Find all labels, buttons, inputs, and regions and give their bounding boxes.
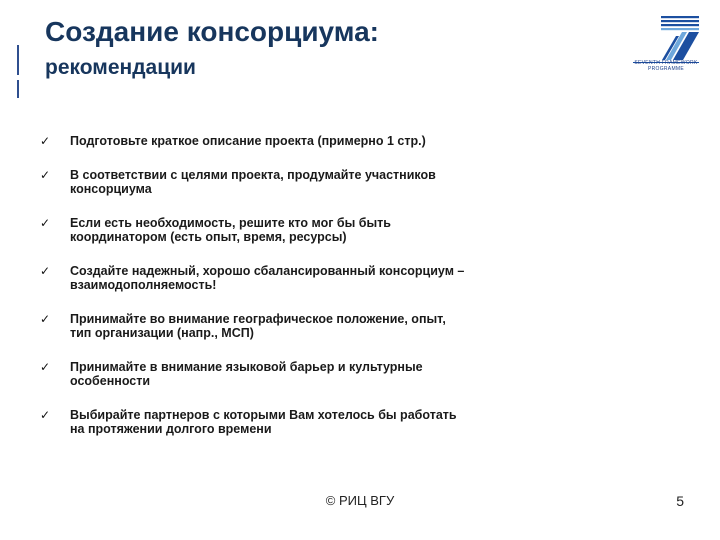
bullet-text-line: на протяжении долгого времени (70, 422, 272, 436)
bullet-text-line: Принимайте в внимание языковой барьер и культурные (70, 360, 423, 374)
footer (0, 493, 720, 513)
bullet-text-line: взаимодополняемость! (70, 278, 217, 292)
checkmark-icon: ✓ (40, 168, 51, 182)
bullet-text-line: особенности (70, 374, 151, 388)
bullet-text-line: Создайте надежный, хорошо сбалансированный консорциум – (70, 264, 465, 278)
bullet-text (70, 312, 540, 340)
bullet-text (70, 216, 540, 244)
bullet-text-line: консорциума (70, 182, 152, 196)
bullet-text-line: Подготовьте краткое описание проекта (примерно 1 стр.) (70, 134, 426, 148)
checkmark-icon: ✓ (40, 216, 51, 230)
page-number: 5 (676, 493, 684, 509)
bullet-text (70, 168, 540, 196)
checkmark-icon: ✓ (40, 408, 51, 422)
bullet-text-line: Принимайте во внимание географическое положение, опыт, (70, 312, 446, 326)
slide-title: Создание консорциума: (45, 16, 380, 47)
bullet-text-line: Выбирайте партнеров с которыми Вам хотелось бы работать (70, 408, 457, 422)
bullet-item (40, 312, 540, 340)
bullet-text-line: В соответствии с целями проекта, продумайте участников (70, 168, 436, 182)
checkmark-icon: ✓ (40, 360, 51, 374)
checkmark-icon: ✓ (40, 134, 51, 148)
bullet-item (40, 216, 540, 244)
bullet-item (40, 360, 540, 388)
slide-subtitle: рекомендации (45, 56, 196, 79)
bullet-text-line: координатором (есть опыт, время, ресурсы) (70, 230, 347, 244)
checkmark-icon: ✓ (40, 264, 51, 278)
left-accent-bar (17, 80, 19, 98)
bullet-text-line: тип организации (напр., МСП) (70, 326, 254, 340)
bullet-list (40, 134, 540, 436)
footer-copyright: © РИЦ ВГУ (325, 493, 395, 508)
bullet-text (70, 408, 540, 436)
bullet-item (40, 134, 540, 148)
bullet-item (40, 408, 540, 436)
logo-caption: SEVENTH FRAMEWORK PROGRAMME (634, 60, 698, 72)
bullet-item (40, 168, 540, 196)
bullet-text-line: Если есть необходимость, решите кто мог бы быть (70, 216, 391, 230)
checkmark-icon: ✓ (40, 312, 51, 326)
bullet-item (40, 264, 540, 292)
bullet-text (70, 264, 540, 292)
bullet-text (70, 360, 540, 388)
bullet-text (70, 134, 540, 148)
left-accent-bar (17, 45, 19, 75)
